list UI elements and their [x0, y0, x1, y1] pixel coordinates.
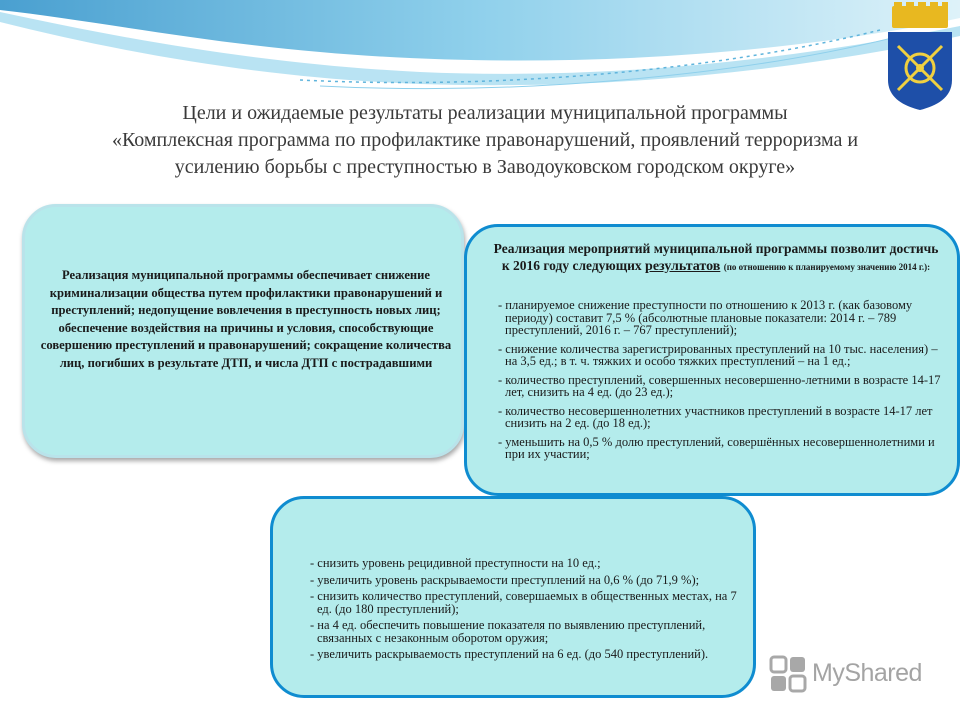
list-item: - снизить уровень рецидивной преступности на 10 ед.; [310, 556, 601, 570]
additional-results-box [270, 496, 756, 698]
coat-of-arms-icon [884, 2, 956, 112]
page-title [20, 100, 950, 181]
watermark [768, 654, 943, 694]
program-goals-box [22, 204, 464, 458]
list-item: - количество преступлений, совершенных несовершенно-летними в возрасте 14-17 лет, снизить на 4 ед. (до 23 ед.); [498, 372, 941, 399]
expected-results-heading-underlined: результатов [645, 258, 721, 274]
list-item: - на 4 ед. обеспечить повышение показателя по выявлению преступлений, связанных с незаконным оборотом оружия; [310, 618, 706, 645]
list-item: - увеличить уровень раскрываемости преступлений на 0,6 % (до 71,9 %); [310, 572, 700, 587]
expected-results-heading-text: Реализация мероприятий муниципальной программы позволит достичь к 2016 году следующих [493, 241, 939, 273]
header-wave-decoration [0, 0, 960, 90]
expected-results-heading-note: (по отношению к планируемому значению 2014 г.): [723, 261, 931, 272]
watermark-text: MyShared [812, 659, 922, 687]
list-item: - снижение количества зарегистрированных преступлений на 10 тыс. населения) – на 3,5 ед.; в т. ч. тяжких и особо тяжких преступлений – на 1 ед.; [498, 341, 938, 368]
expected-results-heading [491, 241, 941, 275]
expected-results-list [495, 299, 945, 467]
program-goals-text: Реализация муниципальной программы обеспечивает снижение криминализации общества путем профилактики правонарушений и преступлений; недопущение вовлечения в преступность новых лиц; обеспечение воздействия на причины и условия, способствующие совершению преступлений и правонарушений; сокращение количества лиц, погибших в результате ДТП, и числа ДТП с пострадавшими [40, 268, 452, 370]
title-line-1: Цели и ожидаемые результаты реализации муниципальной программы [182, 102, 788, 124]
list-item: - увеличить раскрываемость преступлений на 6 ед. (до 540 преступлений). [310, 647, 709, 661]
title-line-2: «Комплексная программа по профилактике правонарушений, проявлений терроризма и [111, 129, 859, 151]
additional-results-list [307, 557, 737, 665]
list-item: - уменьшить на 0,5 % долю преступлений, совершённых несовершеннолетними и при их участии; [498, 434, 935, 461]
title-line-3: усилению борьбы с преступностью в Заводоуковском городском округе» [174, 156, 796, 178]
list-item: - планируемое снижение преступности по отношению к 2013 г. (как базовому периоду) составит 7,5 % (абсолютные плановые показатели: 2014 г. – 789 преступлений, 2016 г. – 767 преступлений); [498, 298, 913, 337]
list-item: - количество несовершеннолетних участников преступлений в возрасте 14-17 лет снизить на 2 ед. (до 18 ед.); [498, 403, 933, 430]
myshared-logo-icon [768, 654, 808, 694]
list-item: - снизить количество преступлений, совершаемых в общественных местах, на 7 ед. (до 180 преступлений); [310, 589, 737, 616]
expected-results-box [464, 224, 960, 496]
